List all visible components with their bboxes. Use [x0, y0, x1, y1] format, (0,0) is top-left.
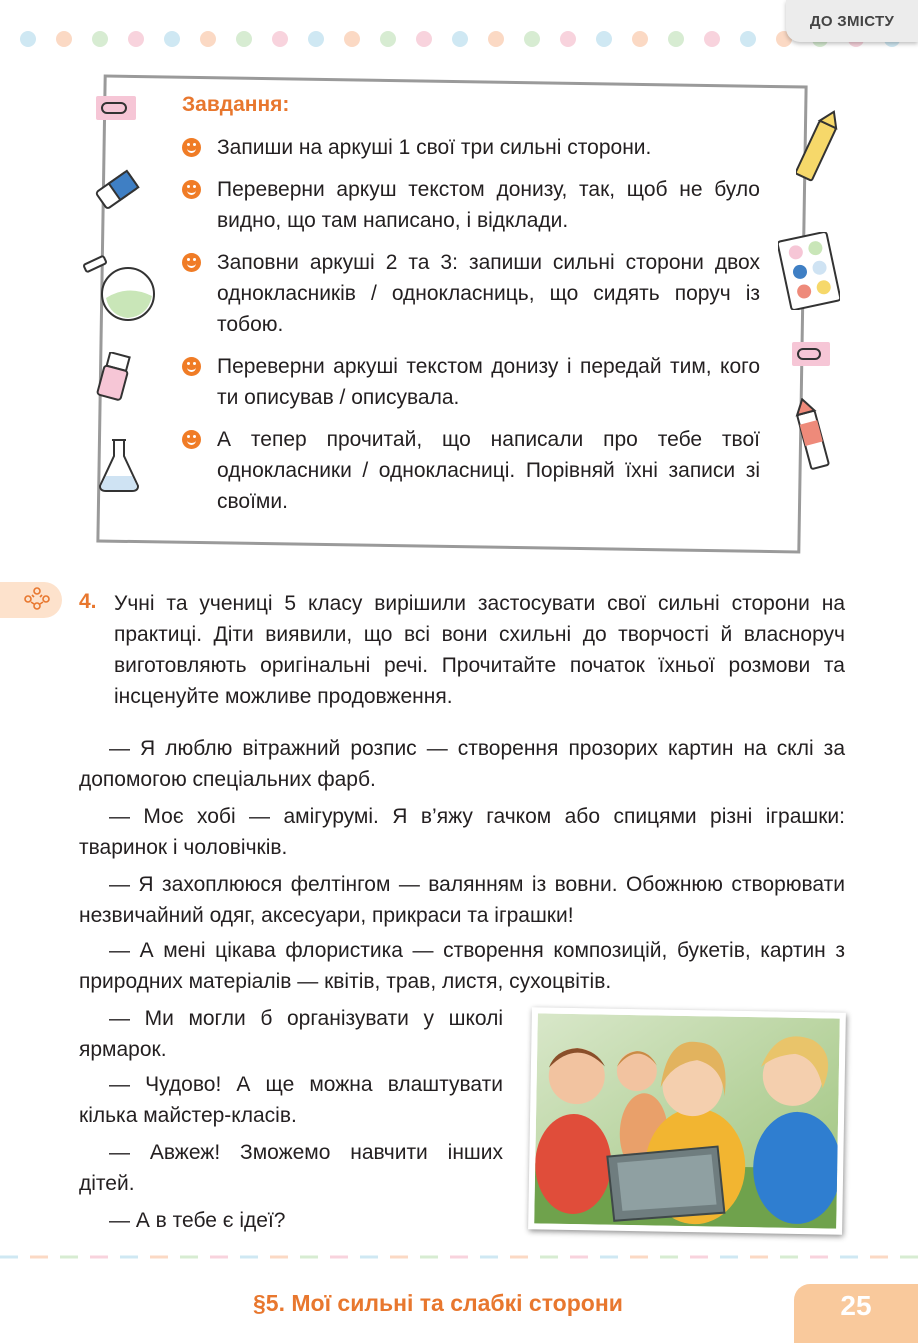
glue-stick-icon	[94, 352, 134, 402]
smiley-bullet-icon	[182, 430, 201, 449]
children-illustration	[534, 1013, 840, 1228]
smiley-bullet-icon	[182, 357, 201, 376]
task-text: Переверни аркуш текстом донизу, так, щоб не було видно, що там написано, і відклади.	[217, 178, 760, 232]
task-item	[182, 132, 760, 163]
dialog-line: — Я захоплююся фелтінгом — валянням із вовни. Обожнюю створювати незвичайний одяг, аксесуари, прикраси та іграшки!	[79, 873, 845, 927]
dialog-line: — А мені цікава флористика — створення композицій, букетів, картин з природних матеріалів — квітів, трав, листя, сухоцвітів.	[79, 939, 845, 993]
children-laptop-photo	[528, 1007, 846, 1234]
page-number-tab	[794, 1284, 918, 1343]
task-text: Запиши на аркуші 1 свої три сильні сторони.	[217, 136, 652, 159]
decorative-dashed-line	[0, 1255, 918, 1259]
task-text: Заповни аркуші 2 та 3: запиши сильні сторони двох однокласників / однокласниць, що сидять поруч із тобою.	[217, 251, 760, 336]
task-item	[182, 174, 760, 236]
task-text: Переверни аркуші текстом донизу і передай тим, кого ти описував / описувала.	[217, 355, 760, 409]
page-number: 25	[840, 1290, 872, 1321]
crayon-yellow-icon	[796, 108, 838, 188]
dialog-line: — Моє хобі — амігурумі. Я в’яжу гачком або спицями різні іграшки: тваринок і чоловічків.	[79, 805, 845, 859]
dialog-line: — Ми могли б організувати у школі ярмарок.	[79, 1007, 503, 1061]
dialog-line: — Я люблю вітражний розпис — створення прозорих картин на склі за допомогою спеціальних фарб.	[79, 737, 845, 791]
question-number: 4.	[79, 590, 97, 613]
dialog-line: — А в тебе є ідеї?	[109, 1209, 286, 1232]
dialog-line: — Чудово! А ще можна влаштувати кілька майстер-класів.	[79, 1073, 503, 1127]
lab-flask-icon	[96, 436, 142, 494]
binder-clip-icon	[790, 340, 832, 370]
smiley-bullet-icon	[182, 138, 201, 157]
section-title: §5. Мої сильні та слабкі сторони	[253, 1290, 623, 1316]
paper-clip-icon	[96, 92, 138, 124]
eraser-icon	[92, 166, 142, 214]
crayon-red-icon	[792, 398, 832, 474]
task-item	[182, 351, 760, 413]
smiley-bullet-icon	[182, 180, 201, 199]
task-title: Завдання:	[182, 93, 290, 116]
dialog-line: — Авжеж! Зможемо навчити інших дітей.	[79, 1141, 503, 1195]
toc-link-button[interactable]: ДО ЗМІСТУ	[786, 0, 918, 42]
task-list	[182, 132, 760, 528]
paint-palette-icon	[778, 232, 840, 310]
flask-icon	[82, 254, 160, 322]
question-text: Учні та учениці 5 класу вирішили застосувати свої сильні сторони на практиці. Діти виявили, що всі вони схильні до творчості й власноруч виготовляють оригінальні речі. Прочитайте початок їхньої розмови та інсценуйте можливе продовження.	[114, 592, 845, 708]
task-text: А тепер прочитай, що написали про тебе твої однокласники / однокласниці. Порівняй їхні записи зі своїми.	[217, 428, 760, 513]
group-work-icon	[22, 586, 52, 614]
task-item	[182, 247, 760, 340]
group-work-marker	[0, 582, 62, 618]
decorative-dots-top	[18, 30, 918, 48]
smiley-bullet-icon	[182, 253, 201, 272]
task-item	[182, 424, 760, 517]
